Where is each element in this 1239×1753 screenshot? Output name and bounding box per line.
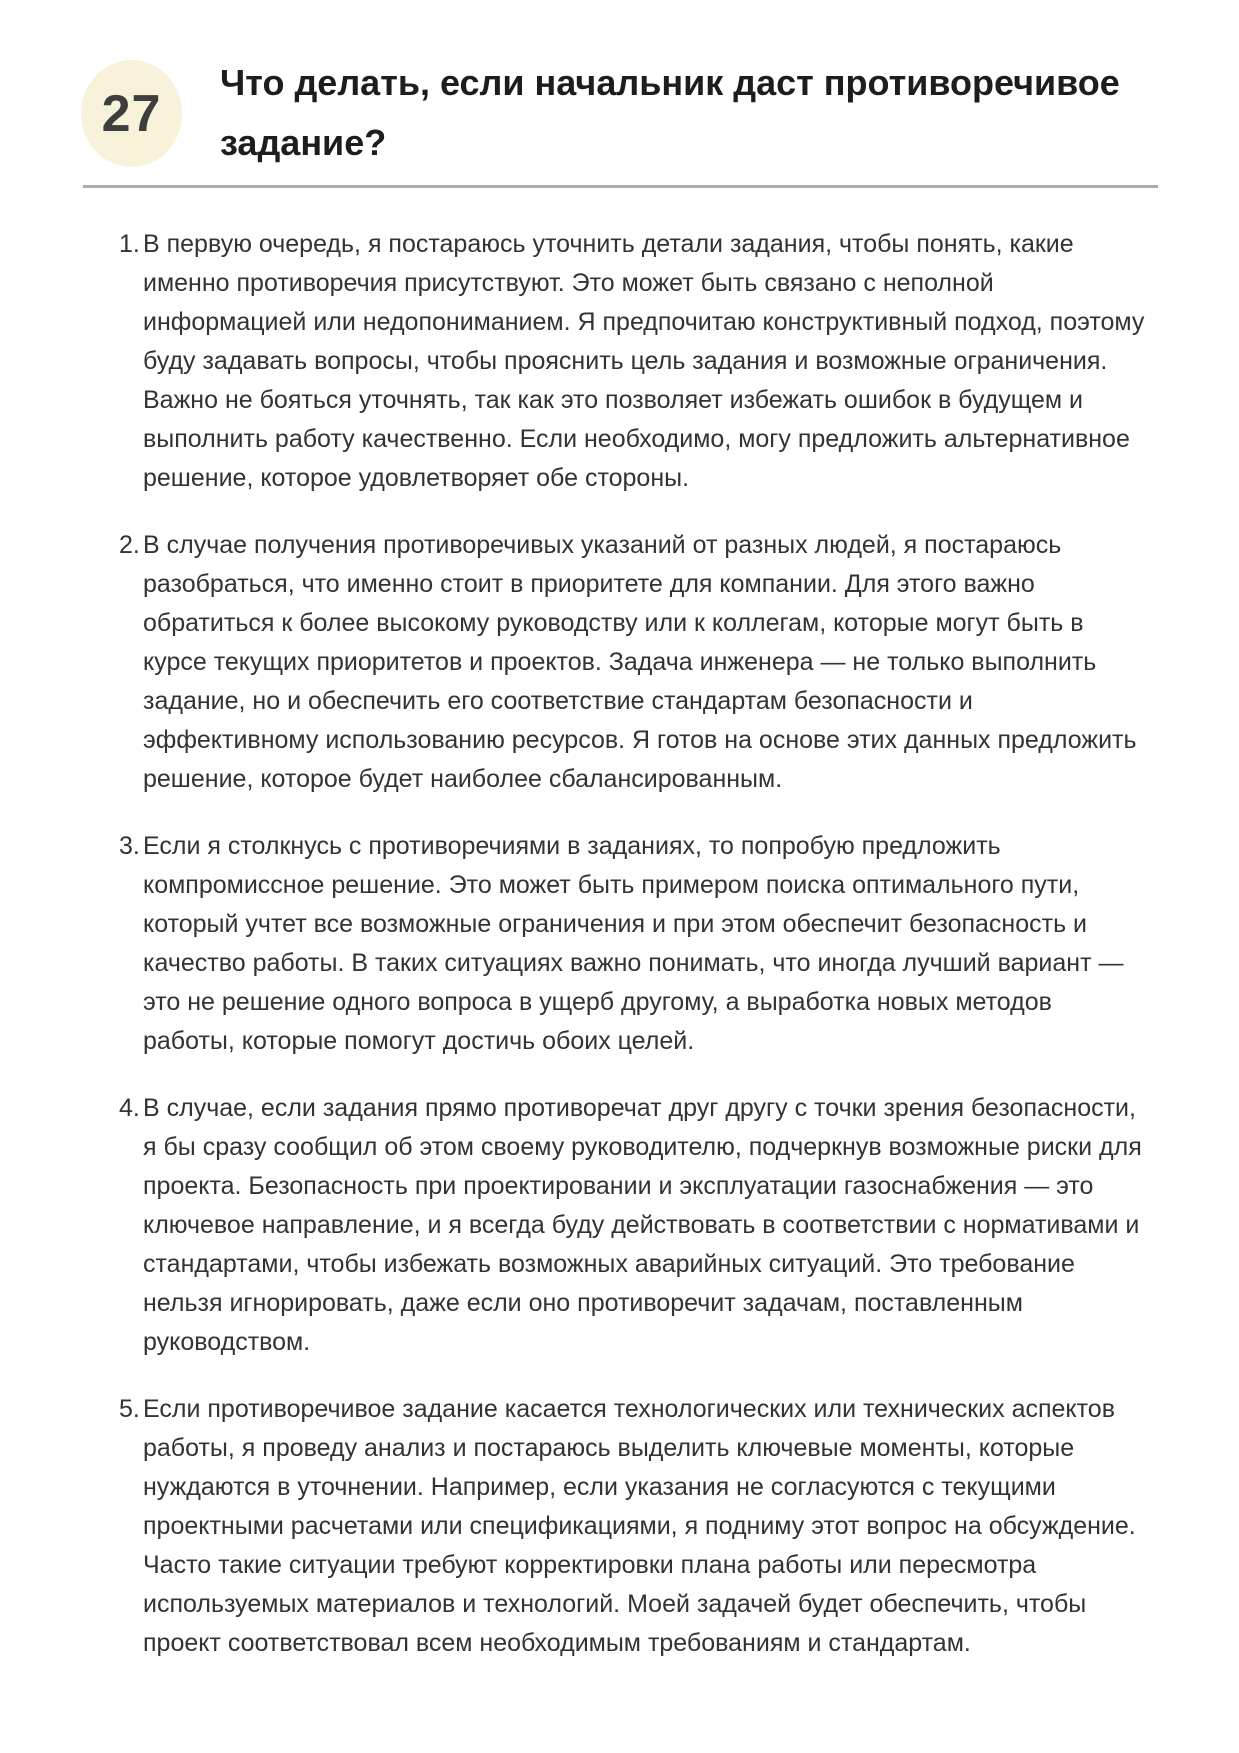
answer-item-2 — [119, 526, 1158, 799]
answer-item-3 — [119, 827, 1158, 1061]
question-title: Что делать, если начальник даст противоречивое задание? — [220, 62, 1120, 163]
question-number: 27 — [101, 84, 162, 143]
question-header — [81, 60, 1158, 173]
answer-number: 1. — [119, 230, 140, 258]
question-number-badge — [81, 60, 182, 167]
answer-number: 5. — [119, 1395, 140, 1423]
answer-text: В случае, если задания прямо противоречат друг другу с точки зрения безопасности, я бы сразу сообщил об этом своему руководителю, подчеркнув возможные риски для проекта. Безопасность при проектировании и эксплуатации газоснабжения — это ключевое направление, и я всегда буду действовать в соответствии с нормативами и стандартами, чтобы избежать возможных аварийных ситуаций. Это требование нельзя игнорировать, даже если оно противоречит задачам, поставленным руководством. — [143, 1094, 1142, 1356]
answer-text: В первую очередь, я постараюсь уточнить детали задания, чтобы понять, какие именно противоречия присутствуют. Это может быть связано с неполной информацией или недопониманием. Я предпочитаю конструктивный подход, поэтому буду задавать вопросы, чтобы прояснить цель задания и возможные ограничения. Важно не бояться уточнять, так как это позволяет избежать ошибок в будущем и выполнить работу качественно. Если необходимо, могу предложить альтернативное решение, которое удовлетворяет обе стороны. — [143, 230, 1145, 492]
answer-text: Если я столкнусь с противоречиями в заданиях, то попробую предложить компромиссное решение. Это может быть примером поиска оптимального пути, который учтет все возможные ограничения и при этом обеспечит безопасность и качество работы. В таких ситуациях важно понимать, что иногда лучший вариант — это не решение одного вопроса в ущерб другому, а выработка новых методов работы, которые помогут достичь обоих целей. — [143, 832, 1124, 1055]
answer-number: 3. — [119, 832, 140, 860]
answer-text: В случае получения противоречивых указаний от разных людей, я постараюсь разобраться, что именно стоит в приоритете для компании. Для этого важно обратиться к более высокому руководству или к коллегам, которые могут быть в курсе текущих приоритетов и проектов. Задача инженера — не только выполнить задание, но и обеспечить его соответствие стандартам безопасности и эффективному использованию ресурсов. Я готов на основе этих данных предложить решение, которое будет наиболее сбалансированным. — [143, 531, 1137, 793]
answer-item-4 — [119, 1089, 1158, 1362]
answer-list — [81, 225, 1158, 1663]
answer-text: Если противоречивое задание касается технологических или технических аспектов работы, я проведу анализ и постараюсь выделить ключевые моменты, которые нуждаются в уточнении. Например, если указания не согласуются с текущими проектными расчетами или спецификациями, я подниму этот вопрос на обсуждение. Часто такие ситуации требуют корректировки плана работы или пересмотра используемых материалов и технологий. Моей задачей будет обеспечить, чтобы проект соответствовал всем необходимым требованиям и стандартам. — [143, 1395, 1136, 1657]
answer-number: 2. — [119, 531, 140, 559]
header-divider — [83, 185, 1158, 188]
answer-item-5 — [119, 1390, 1158, 1663]
answer-item-1 — [119, 225, 1158, 498]
answer-number: 4. — [119, 1094, 140, 1122]
